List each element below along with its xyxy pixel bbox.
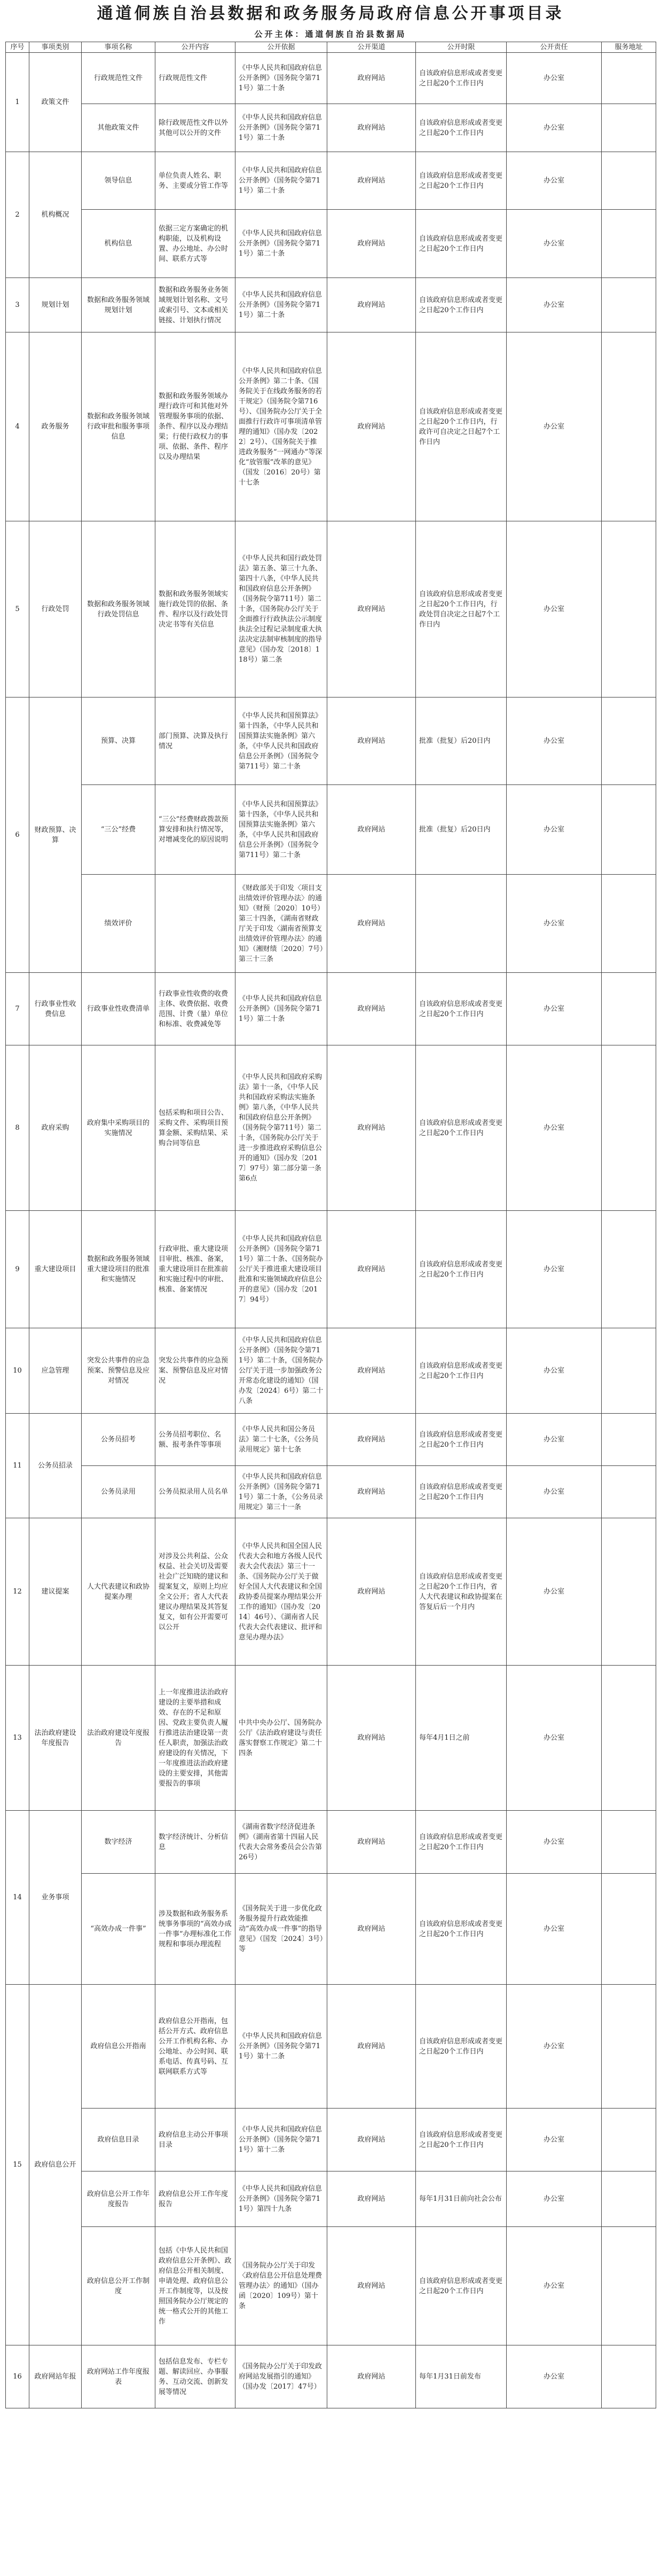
cell-category: 建议提案: [29, 1518, 82, 1666]
cell-category: 行政事业性收费信息: [29, 973, 82, 1045]
cell-item: 机构信息: [82, 210, 155, 278]
cell-no: 8: [6, 1045, 29, 1211]
cell-item: 公务员录用: [82, 1466, 155, 1518]
table-row: [6, 973, 656, 1045]
cell-category: 财政预算、决算: [29, 697, 82, 973]
cell-channel: 政府网站: [327, 697, 416, 785]
cell-dept: 办公室: [507, 2227, 602, 2345]
cell-item: 行政规范性文件: [82, 53, 155, 104]
cell-addr: [602, 278, 656, 332]
cell-dept: 办公室: [507, 1666, 602, 1811]
table-row: [6, 1466, 656, 1518]
cell-item: 领导信息: [82, 152, 155, 210]
cell-item: 政府信息目录: [82, 2109, 155, 2171]
cell-item: 行政事业性收费清单: [82, 973, 155, 1045]
cell-content: 行政规范性文件: [155, 53, 235, 104]
cell-channel: 政府网站: [327, 1666, 416, 1811]
cell-no: 4: [6, 332, 29, 521]
table-row: [6, 1328, 656, 1414]
cell-deadline: 自该政府信息形成或者变更之日起20个工作日内: [416, 210, 507, 278]
cell-basis: 《中华人民共和国政府信息公开条例》（国务院令第711号）第十二条: [235, 1985, 327, 2109]
cell-basis: 《中华人民共和国政府信息公开条例》（国务院令第711号）第十二条: [235, 2109, 327, 2171]
cell-dept: 办公室: [507, 1518, 602, 1666]
cell-content: [155, 875, 235, 973]
cell-addr: [602, 1466, 656, 1518]
cell-addr: [602, 152, 656, 210]
cell-item: 绩效评价: [82, 875, 155, 973]
cell-channel: 政府网站: [327, 2109, 416, 2171]
cell-deadline: 自该政府信息形成或者变更之日起20个工作日内，行政许可自决定之日起7个工作日内: [416, 332, 507, 521]
cell-basis: 《中华人民共和国政府信息公开条例》（国务院令第711号）第二十条: [235, 210, 327, 278]
cell-dept: 办公室: [507, 152, 602, 210]
cell-basis: 《中华人民共和国政府采购法》第十一条，《中华人民共和国政府采购法实施条例》第八条，《中华人民共和国政府信息公开条例》（国务院令第711号）第二十条，《国务院办公厅关于进一步推进政府采购信息公开的通知》（国办发〔2017〕97号）第二部分第一条第6点: [235, 1045, 327, 1211]
cell-content: 行政事业性收费的收费主体、收费依据、收费范围、计费（量）单位和标准、收费减免等: [155, 973, 235, 1045]
cell-dept: 办公室: [507, 1211, 602, 1328]
cell-channel: 政府网站: [327, 53, 416, 104]
cell-item: 数据和政务服务领域行政审批和服务事项信息: [82, 332, 155, 521]
cell-basis: 《财政部关于印发〈项目支出绩效评价管理办法〉的通知》（财预〔2020〕10号）第三十四条，《湖南省财政厅关于印发〈湖南省预算支出绩效评价管理办法〉的通知》（湘财绩〔2020〕7号）第三十三条: [235, 875, 327, 973]
cell-addr: [602, 1666, 656, 1811]
table-row: [6, 697, 656, 785]
cell-channel: 政府网站: [327, 2171, 416, 2227]
cell-basis: 《中华人民共和国预算法》第十四条，《中华人民共和国预算法实施条例》第六条，《中华人民共和国政府信息公开条例》（国务院令第711号）第二十条: [235, 697, 327, 785]
cell-addr: [602, 53, 656, 104]
cell-channel: 政府网站: [327, 521, 416, 697]
cell-channel: 政府网站: [327, 1811, 416, 1874]
cell-category: 重大建设项目: [29, 1211, 82, 1328]
cell-no: 6: [6, 697, 29, 973]
cell-content: 突发公共事件的应急预案、预警信息及应对情况: [155, 1328, 235, 1414]
table-row: [6, 2345, 656, 2408]
cell-addr: [602, 104, 656, 152]
cell-deadline: 自该政府信息形成或者变更之日起20个工作日内: [416, 1328, 507, 1414]
table-row: [6, 1985, 656, 2109]
table-row: [6, 1414, 656, 1466]
cell-dept: 办公室: [507, 104, 602, 152]
cell-dept: 办公室: [507, 697, 602, 785]
cell-channel: 政府网站: [327, 104, 416, 152]
cell-channel: 政府网站: [327, 1874, 416, 1985]
cell-channel: 政府网站: [327, 1518, 416, 1666]
cell-deadline: 自该政府信息形成或者变更之日起20个工作日内: [416, 53, 507, 104]
cell-dept: 办公室: [507, 53, 602, 104]
cell-content: 包括《中华人民共和国政府信息公开条例》、政府信息公开相关制度、申请处理、政府信息公开工作制度等，以及按照国务院办公厅规定的统一格式公开的其他工作: [155, 2227, 235, 2345]
cell-channel: 政府网站: [327, 973, 416, 1045]
cell-basis: 《国务院关于进一步优化政务服务提升行政效能推动“高效办成一件事”的指导意见》（国发〔2024〕3号）等: [235, 1874, 327, 1985]
header-channel: 公开渠道: [327, 42, 416, 53]
cell-no: 16: [6, 2345, 29, 2408]
cell-addr: [602, 1211, 656, 1328]
cell-item: 法治政府建设年度报告: [82, 1666, 155, 1811]
cell-deadline: 自该政府信息形成或者变更之日起20个工作日内: [416, 1414, 507, 1466]
cell-content: 单位负责人姓名、职务、主要或分管工作等: [155, 152, 235, 210]
cell-content: 除行政规范性文件以外其他可以公开的文件: [155, 104, 235, 152]
cell-item: 政府集中采购项目的实施情况: [82, 1045, 155, 1211]
cell-item: 预算、决算: [82, 697, 155, 785]
header-addr: 服务地址: [602, 42, 656, 53]
cell-category: 政策文件: [29, 53, 82, 152]
cell-dept: 办公室: [507, 1874, 602, 1985]
cell-category: 政府采购: [29, 1045, 82, 1211]
cell-no: 1: [6, 53, 29, 152]
header-basis: 公开依据: [235, 42, 327, 53]
table-row: [6, 278, 656, 332]
cell-deadline: 批准（批复）后20日内: [416, 785, 507, 875]
cell-channel: 政府网站: [327, 1466, 416, 1518]
header-deadline: 公开时限: [416, 42, 507, 53]
cell-content: 包括采购和项目公告、采购文件、采购项目预算金额、采购结果、采购合同等信息: [155, 1045, 235, 1211]
cell-no: 3: [6, 278, 29, 332]
table-row: [6, 2227, 656, 2345]
cell-content: 政府信息主动公开事项目录: [155, 2109, 235, 2171]
cell-addr: [602, 2171, 656, 2227]
disclosure-catalog-table: [5, 42, 656, 2408]
cell-basis: 《中华人民共和国政府信息公开条例》（国务院令第711号）第四十九条: [235, 2171, 327, 2227]
cell-addr: [602, 875, 656, 973]
cell-channel: 政府网站: [327, 152, 416, 210]
cell-addr: [602, 332, 656, 521]
cell-item: 数据和政务服务领域行政处罚信息: [82, 521, 155, 697]
cell-no: 13: [6, 1666, 29, 1811]
cell-channel: 政府网站: [327, 785, 416, 875]
cell-dept: 办公室: [507, 973, 602, 1045]
cell-basis: 《湖南省数字经济促进条例》（湖南省第十四届人民代表大会常务委员会公告第26号）: [235, 1811, 327, 1874]
header-content: 公开内容: [155, 42, 235, 53]
cell-deadline: [416, 875, 507, 973]
cell-deadline: 自该政府信息形成或者变更之日起20个工作日内: [416, 278, 507, 332]
cell-basis: 《中华人民共和国政府信息公开条例》（国务院令第711号）第二十条: [235, 104, 327, 152]
cell-addr: [602, 1811, 656, 1874]
cell-dept: 办公室: [507, 1045, 602, 1211]
cell-content: 数据和政务服务领域办理行政许可和其他对外管理服务事项的依据、条件、程序以及办理结果；行使行政权力的事项、依据、条件、程序以及办理结果: [155, 332, 235, 521]
cell-addr: [602, 210, 656, 278]
cell-channel: 政府网站: [327, 1985, 416, 2109]
cell-item: 数据和政务服务领域重大建设项目的批准和实施情况: [82, 1211, 155, 1328]
cell-category: 行政处罚: [29, 521, 82, 697]
header-dept: 公开责任: [507, 42, 602, 53]
cell-deadline: 自该政府信息形成或者变更之日起20个工作日内，行政处罚自决定之日起7个工作日内: [416, 521, 507, 697]
cell-item: 数据和政务服务领域规划计划: [82, 278, 155, 332]
cell-deadline: 自该政府信息形成或者变更之日起20个工作日内: [416, 1811, 507, 1874]
cell-no: 11: [6, 1414, 29, 1518]
table-row: [6, 1874, 656, 1985]
cell-deadline: 每年4月1日之前: [416, 1666, 507, 1811]
table-row: [6, 521, 656, 697]
cell-category: 机构概况: [29, 152, 82, 278]
cell-item: 其他政策文件: [82, 104, 155, 152]
cell-addr: [602, 521, 656, 697]
table-row: [6, 152, 656, 210]
cell-deadline: 自该政府信息形成或者变更之日起20个工作日内: [416, 152, 507, 210]
table-row: [6, 1045, 656, 1211]
table-row: [6, 785, 656, 875]
table-row: [6, 53, 656, 104]
cell-deadline: 自该政府信息形成或者变更之日起20个工作日内: [416, 1211, 507, 1328]
document-title: 通道侗族自治县数据和政务服务局政府信息公开事项目录: [97, 4, 564, 23]
cell-category: 业务事项: [29, 1811, 82, 1985]
cell-category: 政府信息公开: [29, 1985, 82, 2345]
cell-item: 政府信息公开工作年度报告: [82, 2171, 155, 2227]
cell-no: 5: [6, 521, 29, 697]
table-row: [6, 875, 656, 973]
cell-no: 9: [6, 1211, 29, 1328]
header-item: 事项名称: [82, 42, 155, 53]
cell-basis: 《中华人民共和国政府信息公开条例》（国务院令第711号）第二十条: [235, 973, 327, 1045]
cell-addr: [602, 2227, 656, 2345]
cell-content: 数据和政务服务领域实施行政处罚的依据、条件、程序以及行政处罚决定书等有关信息: [155, 521, 235, 697]
cell-item: “高效办成一件事”: [82, 1874, 155, 1985]
header-category: 事项类别: [29, 42, 82, 53]
cell-deadline: 每年1月31日前向社会公布: [416, 2171, 507, 2227]
table-row: [6, 1211, 656, 1328]
cell-channel: 政府网站: [327, 1211, 416, 1328]
cell-addr: [602, 2109, 656, 2171]
table-row: [6, 2109, 656, 2171]
cell-basis: 中共中央办公厅、国务院办公厅《法治政府建设与责任落实督察工作规定》第二十四条: [235, 1666, 327, 1811]
publisher-line: 公开主体：通道侗族自治县数据局: [254, 29, 407, 39]
cell-content: 公务员招考职位、名额、报考条件等事项: [155, 1414, 235, 1466]
cell-deadline: 批准（批复）后20日内: [416, 697, 507, 785]
cell-item: 政府信息公开工作制度: [82, 2227, 155, 2345]
table-header-row: [6, 42, 656, 53]
cell-deadline: 自该政府信息形成或者变更之日起20个工作日内，省人大代表建议和政协提案在答复后后一个月内: [416, 1518, 507, 1666]
cell-no: 10: [6, 1328, 29, 1414]
cell-category: 应急管理: [29, 1328, 82, 1414]
cell-category: 规划计划: [29, 278, 82, 332]
cell-item: 政府网站工作年度报表: [82, 2345, 155, 2408]
cell-channel: 政府网站: [327, 1328, 416, 1414]
table-row: [6, 1811, 656, 1874]
cell-item: “三公”经费: [82, 785, 155, 875]
cell-dept: 办公室: [507, 2109, 602, 2171]
cell-addr: [602, 2345, 656, 2408]
cell-item: 公务员招考: [82, 1414, 155, 1466]
cell-content: 政府信息公开工作年度报告: [155, 2171, 235, 2227]
cell-content: “三公”经费财政拨款预算安排和执行情况等，对增减变化的原因说明: [155, 785, 235, 875]
document-page: [5, 0, 656, 2576]
cell-basis: 《中华人民共和国全国人民代表大会和地方各级人民代表大会代表法》第三十一条、《国务院办公厅关于做好全国人大代表建议和全国政协委员提案办理结果公开工作的通知》（国办发〔2014〕46号）、《湖南省人民代表大会代表建议、批评和意见办理办法》: [235, 1518, 327, 1666]
table-row: [6, 332, 656, 521]
cell-dept: 办公室: [507, 521, 602, 697]
cell-addr: [602, 785, 656, 875]
cell-basis: 《中华人民共和国预算法》第十四条，《中华人民共和国预算法实施条例》第六条，《中华人民共和国政府信息公开条例》（国务院令第711号）第二十条: [235, 785, 327, 875]
table-row: [6, 210, 656, 278]
cell-category: 公务员招录: [29, 1414, 82, 1518]
cell-addr: [602, 697, 656, 785]
cell-content: 上一年度推进法治政府建设的主要举措和成效、存在的不足和原因、党政主要负责人履行推进法治建设第一责任人职责，加强法治政府建设的有关情况，下一年度推进法治政府建设的主要安排，其他需要报告的事项: [155, 1666, 235, 1811]
cell-deadline: 自该政府信息形成或者变更之日起20个工作日内: [416, 2227, 507, 2345]
cell-basis: 《中华人民共和国公务员法》第二十七条，《公务员录用规定》第十七条: [235, 1414, 327, 1466]
cell-item: 数字经济: [82, 1811, 155, 1874]
cell-dept: 办公室: [507, 875, 602, 973]
cell-item: 突发公共事件的应急预案、预警信息及应对情况: [82, 1328, 155, 1414]
cell-content: 行政审批、重大建设项目审批、核准、备案，重大建设项目在批准前和实施过程中的审批、核准、备案情况: [155, 1211, 235, 1328]
cell-addr: [602, 1328, 656, 1414]
cell-dept: 办公室: [507, 278, 602, 332]
cell-no: 2: [6, 152, 29, 278]
cell-dept: 办公室: [507, 1985, 602, 2109]
cell-basis: 《中华人民共和国政府信息公开条例》（国务院令第711号）第二十条，《国务院办公厅关于进一步加强政务公开常态化建设的通知》（国办发〔2024〕6号）第二十八条: [235, 1328, 327, 1414]
cell-content: 对涉及公共利益、公众权益、社会关切及需要社会广泛知晓的建议和提案复文，原则上均应全文公开；省人大代表建议办理结果及其答复复文，如有公开需要可以公开: [155, 1518, 235, 1666]
cell-content: 涉及数据和政务服务系统事务事项的“高效办成一件事”办理标准化工作规程和事项办理流程: [155, 1874, 235, 1985]
cell-deadline: 自该政府信息形成或者变更之日起20个工作日内: [416, 1045, 507, 1211]
cell-basis: 《中华人民共和国政府信息公开条例》（国务院令第711号）第二十条、《国务院办公厅关于推进重大建设项目批准和实施领域政府信息公开的意见》（国办发〔2017〕94号）: [235, 1211, 327, 1328]
cell-category: 政务服务: [29, 332, 82, 521]
cell-content: 数据和政务服务业务领域规划计划名称、文号或索引号、文本或相关链接、计划执行情况: [155, 278, 235, 332]
cell-category: 政府网站年报: [29, 2345, 82, 2408]
header-no: 序号: [6, 42, 29, 53]
cell-addr: [602, 1518, 656, 1666]
cell-dept: 办公室: [507, 1414, 602, 1466]
cell-channel: 政府网站: [327, 2345, 416, 2408]
cell-no: 15: [6, 1985, 29, 2345]
table-row: [6, 104, 656, 152]
cell-content: 数字经济统计、分析信息: [155, 1811, 235, 1874]
cell-basis: 《中华人民共和国行政处罚法》第五条、第三十九条、第四十八条，《中华人民共和国政府信息公开条例》（国务院令第711号）第二十条，《国务院办公厅关于全面推行行政执法公示制度执法全过程记录制度重大执法决定法制审核制度的指导意见》（国办发〔2018〕118号）第二条: [235, 521, 327, 697]
cell-basis: 《中华人民共和国政府信息公开条例》（国务院令第711号）第二十条: [235, 278, 327, 332]
cell-deadline: 自该政府信息形成或者变更之日起20个工作日内: [416, 1874, 507, 1985]
cell-basis: 《中华人民共和国政府信息公开条例》第二十条、《国务院关于在线政务服务的若干规定》（国务院令第716号）、《国务院办公厅关于全面推行行政许可事项清单管理的通知》（国办发〔2022〕2号）、《国务院关于推进政务服务“一网通办”等深化“放管服”改革的意见》（国发〔2016〕20号）第十七条: [235, 332, 327, 521]
cell-channel: 政府网站: [327, 278, 416, 332]
cell-channel: 政府网站: [327, 2227, 416, 2345]
cell-item: 政府信息公开指南: [82, 1985, 155, 2109]
cell-basis: 《国务院办公厅关于印发政府网站发展指引的通知》（国办发〔2017〕47号）: [235, 2345, 327, 2408]
cell-addr: [602, 1985, 656, 2109]
cell-addr: [602, 1414, 656, 1466]
cell-channel: 政府网站: [327, 332, 416, 521]
cell-dept: 办公室: [507, 1328, 602, 1414]
table-row: [6, 1518, 656, 1666]
cell-dept: 办公室: [507, 2345, 602, 2408]
cell-dept: 办公室: [507, 332, 602, 521]
cell-deadline: 自该政府信息形成或者变更之日起20个工作日内: [416, 973, 507, 1045]
cell-channel: 政府网站: [327, 1414, 416, 1466]
cell-no: 14: [6, 1811, 29, 1985]
cell-basis: 《中华人民共和国政府信息公开条例》（国务院令第711号）第二十条: [235, 152, 327, 210]
cell-deadline: 自该政府信息形成或者变更之日起20个工作日内: [416, 2109, 507, 2171]
cell-content: 包括信息发布、专栏专题、解读回应、办事服务、互动交流、创新发展等情况: [155, 2345, 235, 2408]
cell-content: 公务员拟录用人员名单: [155, 1466, 235, 1518]
cell-dept: 办公室: [507, 785, 602, 875]
cell-no: 12: [6, 1518, 29, 1666]
cell-deadline: 自该政府信息形成或者变更之日起20个工作日内: [416, 104, 507, 152]
cell-content: 部门预算、决算及执行情况: [155, 697, 235, 785]
cell-deadline: 自该政府信息形成或者变更之日起20个工作日内: [416, 1985, 507, 2109]
cell-category: 法治政府建设年度报告: [29, 1666, 82, 1811]
cell-basis: 《国务院办公厅关于印发〈政府信息公开信息处理费管理办法〉的通知》（国办函〔2020〕109号）第十条: [235, 2227, 327, 2345]
cell-channel: 政府网站: [327, 210, 416, 278]
table-row: [6, 2171, 656, 2227]
cell-content: 依据三定方案确定的机构职能，以及机构设置、办公地址、办公时间、联系方式等: [155, 210, 235, 278]
cell-dept: 办公室: [507, 1466, 602, 1518]
cell-deadline: 每年1月31日前发布: [416, 2345, 507, 2408]
table-row: [6, 1666, 656, 1811]
cell-addr: [602, 1874, 656, 1985]
cell-channel: 政府网站: [327, 1045, 416, 1211]
cell-content: 政府信息公开指南，包括公开方式、政府信息公开工作机构名称、办公地址、办公时间、联系电话、传真号码、互联网联系方式等: [155, 1985, 235, 2109]
cell-basis: 《中华人民共和国政府信息公开条例》（国务院令第711号）第二十条，《公务员录用规定》第三十一条: [235, 1466, 327, 1518]
cell-addr: [602, 973, 656, 1045]
cell-no: 7: [6, 973, 29, 1045]
cell-item: 人大代表建议和政协提案办理: [82, 1518, 155, 1666]
cell-dept: 办公室: [507, 1811, 602, 1874]
cell-basis: 《中华人民共和国政府信息公开条例》（国务院令第711号）第二十条: [235, 53, 327, 104]
cell-addr: [602, 1045, 656, 1211]
cell-dept: 办公室: [507, 2171, 602, 2227]
cell-deadline: 自该政府信息形成或者变更之日起20个工作日内: [416, 1466, 507, 1518]
cell-dept: 办公室: [507, 210, 602, 278]
cell-channel: 政府网站: [327, 875, 416, 973]
